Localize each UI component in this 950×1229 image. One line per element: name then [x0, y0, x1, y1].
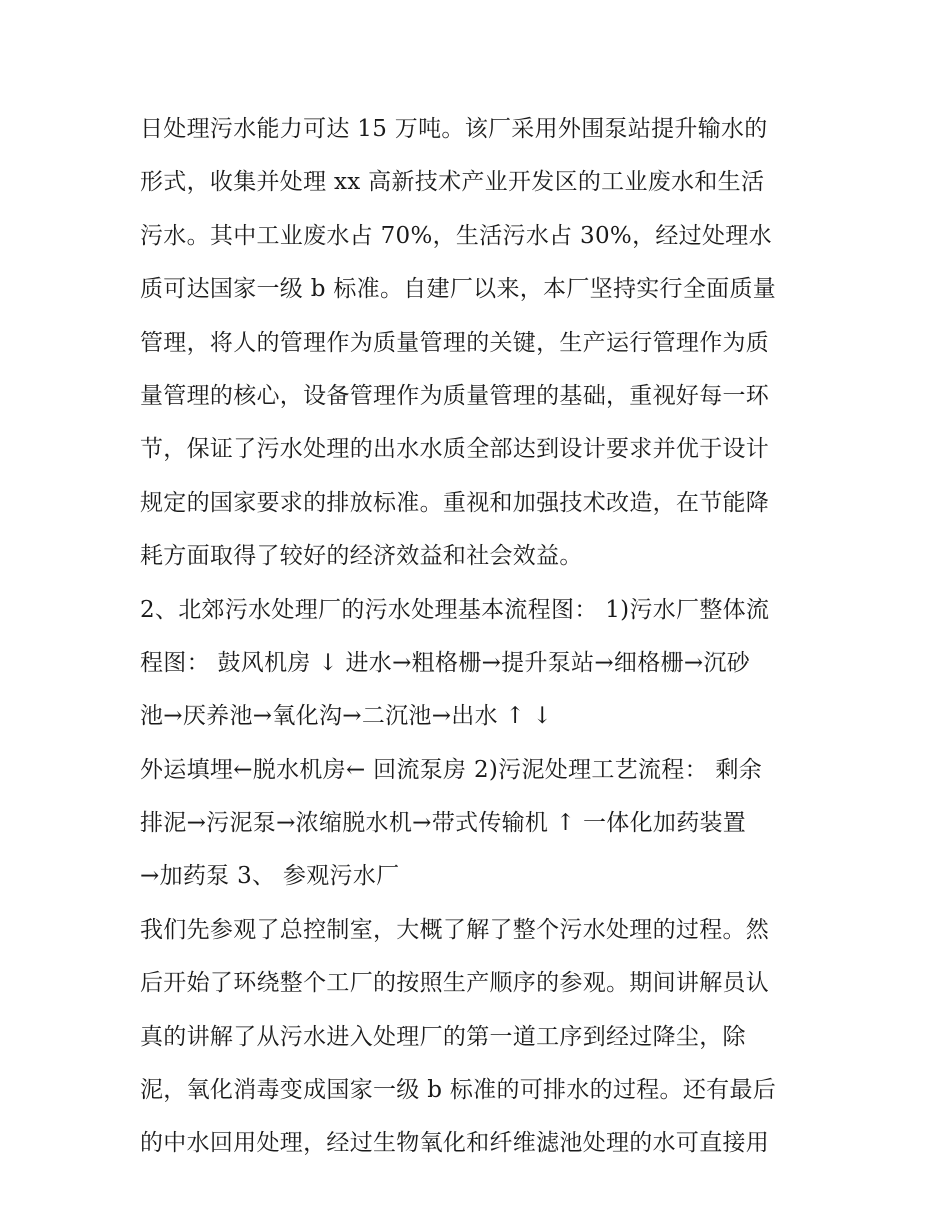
text-line: 池→厌养池→氧化沟→二沉池→出水 ↑ ↓	[140, 703, 553, 730]
text-line: 量管理的核心，设备管理作为质量管理的基础，重视好每一环	[140, 382, 770, 409]
text-line: →加药泵 3、 参观污水厂	[140, 863, 400, 890]
text-line: 的中水回用处理，经过生物氧化和纤维滤池处理的水可直接用	[140, 1130, 770, 1157]
text-line: 规定的国家要求的排放标准。重视和加强技术改造，在节能降	[140, 489, 770, 516]
body-text	[140, 103, 820, 1171]
text-line: 污水。其中工业废水占 70%，生活污水占 30%，经过处理水	[140, 222, 772, 249]
text-line: 真的讲解了从污水进入处理厂的第一道工序到经过降尘，除	[140, 1023, 746, 1050]
text-line: 质可达国家一级 b 标准。自建厂以来，本厂坚持实行全面质量	[140, 276, 777, 303]
text-line: 日处理污水能力可达 15 万吨。该厂采用外围泵站提升输水的	[140, 116, 768, 142]
text-line: 外运填埋←脱水机房← 回流泵房 2)污泥处理工艺流程： 剩余	[140, 756, 763, 783]
text-line: 后开始了环绕整个工厂的按照生产顺序的参观。期间讲解员认	[140, 970, 770, 997]
text-line: 耗方面取得了较好的经济效益和社会效益。	[140, 543, 583, 570]
text-line: 排泥→污泥泵→浓缩脱水机→带式传输机 ↑ 一体化加药装置	[140, 810, 747, 837]
text-line: 节，保证了污水处理的出水水质全部达到设计要求并优于设计	[140, 436, 770, 463]
text-line: 管理，将人的管理作为质量管理的关键，生产运行管理作为质	[140, 329, 770, 356]
text-line: 形式，收集并处理 xx 高新技术产业开发区的工业废水和生活	[140, 169, 765, 196]
text-line: 我们先参观了总控制室，大概了解了整个污水处理的过程。然	[140, 916, 770, 943]
text-line: 程图： 鼓风机房 ↓ 进水→粗格栅→提升泵站→细格栅→沉砂	[140, 649, 750, 676]
text-line: 泥，氧化消毒变成国家一级 b 标准的可排水的过程。还有最后	[140, 1077, 777, 1104]
text-line: 2、北郊污水处理厂的污水处理基本流程图： 1)污水厂整体流	[140, 596, 770, 623]
